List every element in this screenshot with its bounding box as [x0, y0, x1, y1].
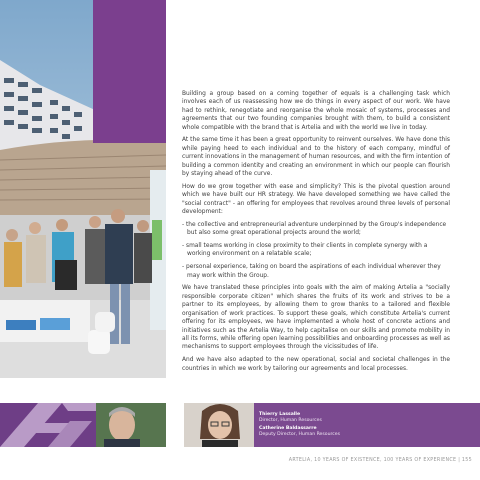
purple-accent-band	[93, 0, 166, 143]
body-paragraph: How do we grow together with ease and simplicity? This is the pivotal question around which we have built our HR strategy. We have developed something we have called the "social contract" - an offering for employees that revolves around three levels of personal development:	[182, 183, 450, 216]
portrait-catherine-baldassarre	[184, 403, 254, 447]
bullet-item: - small teams working in close proximity to their clients in complete synergy with a working environment on a relatable scale;	[182, 243, 428, 258]
body-paragraph: We have translated these principles into goals with the aim of making Artelia a "socially responsible corporate citizen" which shares the fruits of its work and strives to be a partner to its employees, by allowing them to grow thanks to a tailored and flexible organisation of work practices. To support these goals, which constitute Artelia's current offering for its employees, we have implemented a whole host of concrete actions and initiatives such as the Artelia Way, to help capitalise on our skills and promote mobility in all its forms, while offering open learning possibilities and onboarding processes as well as mechanisms to support employees through the vicissitudes of life.	[182, 285, 450, 351]
body-paragraph: And we have also adapted to the new operational, social and societal challenges in the countries in which we work by tailoring our agreements and local processes.	[182, 357, 450, 372]
bottom-band	[0, 403, 480, 447]
portrait-photo	[184, 403, 254, 447]
main-text-column	[182, 90, 450, 377]
caption-name: Catherine Baldassarre	[259, 426, 317, 431]
caption-role: Deputy Director, Human Resources	[259, 432, 341, 437]
body-paragraph: At the same time it has been a great opportunity to reinvent ourselves. We have done this while paying heed to each individual and to the history of each company, mindful of current innovations in the management of human resources, and with the firm intention of building a common identity and creating an environment in which our people can flourish by staying ahead of the curve.	[182, 137, 450, 178]
caption-name: Thierry Lassalle	[259, 412, 301, 417]
portrait-captions	[254, 403, 480, 447]
portrait-thierry-lassalle	[96, 403, 166, 447]
logo-mark-icon	[0, 403, 96, 447]
portrait-photo	[96, 403, 166, 447]
body-paragraph: Building a group based on a coming together of equals is a challenging task which involves each of us reassessing how we do things in every aspect of our work. We have had to rethink, renegotiate and reorganise the whole mosaic of systems, processes and agreements that our two founding companies brought with them, to build a consistent whole compatible with the brand that is Artelia and with the world we live in today.	[182, 91, 450, 131]
bullet-item: - the collective and entrepreneurial adventure underpinned by the Group's independence but also some great operational projects around the world;	[182, 221, 447, 237]
page-footer: ARTELIA, 10 YEARS OF EXISTENCE, 100 YEARS OF EXPERIENCE | 155	[288, 458, 472, 463]
bullet-item: - personal experience, taking on board the aspirations of each individual wherever they may work within the Group.	[182, 264, 441, 279]
caption-role: Director, Human Resources	[259, 418, 322, 423]
artelia-logo-mark	[0, 403, 96, 447]
